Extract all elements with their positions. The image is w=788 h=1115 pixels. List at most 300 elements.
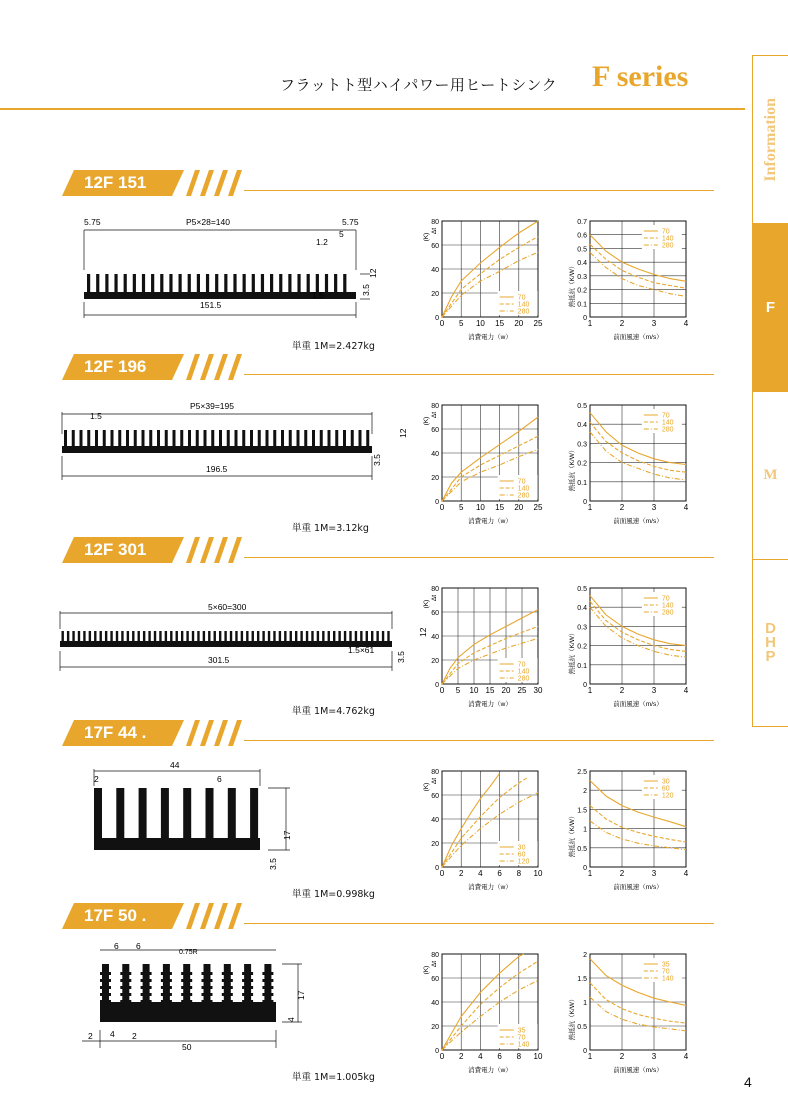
heatsink-fin <box>288 274 291 292</box>
y-tick-label: 0 <box>583 499 587 506</box>
legend-label: 70 <box>661 968 670 976</box>
heatsink-fin <box>72 631 74 641</box>
x-tick-label: 25 <box>533 319 543 328</box>
legend-label: 280 <box>517 308 530 316</box>
legend-label: 30 <box>661 778 670 786</box>
x-tick-label: 1 <box>587 686 593 695</box>
series-line-60 <box>590 806 686 842</box>
heatsink-fin <box>87 430 90 446</box>
section-12f196 <box>0 354 752 539</box>
profile-drawing <box>58 597 430 697</box>
temp-rise-chart <box>412 948 552 1078</box>
x-tick-label: 15 <box>495 503 505 512</box>
dim-label: 12 <box>398 428 408 438</box>
x-tick-label: 10 <box>475 503 485 512</box>
heatsink-fin <box>142 274 145 292</box>
x-axis-label: 消費電力（w） <box>468 884 512 891</box>
y-axis-label: Δt <box>431 227 438 235</box>
y-tick-label: 0.2 <box>577 460 587 468</box>
x-tick-label: 4 <box>683 319 689 328</box>
y-tick-label: 80 <box>431 769 439 776</box>
x-tick-label: 10 <box>533 1052 543 1061</box>
heatsink-fin <box>228 788 236 838</box>
heatsink-fin <box>279 274 282 292</box>
fin-serration <box>181 972 192 975</box>
heatsink-fin <box>206 274 209 292</box>
section-title: 17F 44 . <box>84 723 147 742</box>
section-rule <box>244 190 714 191</box>
heatsink-fin <box>134 430 137 446</box>
heatsink-fin <box>219 430 222 446</box>
heatsink-fin <box>139 788 147 838</box>
dim-label: 12 <box>418 627 428 637</box>
dim-label: 301.5 <box>208 655 230 665</box>
x-tick-label: 4 <box>683 686 689 695</box>
dim-label: 1.5 <box>312 290 324 300</box>
heatsink-fin <box>343 430 346 446</box>
profile-shape <box>82 950 302 1048</box>
dim-label: 0.75R <box>179 949 198 956</box>
heatsink-fin <box>243 274 246 292</box>
y-tick-label: 60 <box>431 976 439 983</box>
legend <box>498 291 538 316</box>
dim-label: 151.5 <box>200 300 222 310</box>
x-axis-label: 消費電力（w） <box>468 334 512 341</box>
dim-label: 1.2 <box>316 237 328 247</box>
heatsink-fin <box>219 631 221 641</box>
heatsink-fin <box>360 631 362 641</box>
legend-label: 280 <box>661 426 674 434</box>
legend <box>498 1024 538 1049</box>
dim-label: 6 <box>114 941 119 951</box>
section-title: 17F 50 . <box>84 906 147 925</box>
series-line-280 <box>590 432 686 480</box>
y-tick-label: 0 <box>435 315 439 322</box>
banner-slash <box>228 720 242 746</box>
fin-serration <box>100 979 111 982</box>
heatsink-fin <box>83 631 85 641</box>
legend-label: 70 <box>661 595 670 603</box>
banner-slash <box>200 170 214 196</box>
heatsink-fin <box>118 430 121 446</box>
heatsink-fin <box>103 430 106 446</box>
tab-dhp[interactable] <box>752 559 788 727</box>
y-tick-label: 40 <box>431 1000 439 1007</box>
y-tick-label: 20 <box>431 841 439 848</box>
x-tick-label: 2 <box>619 686 625 695</box>
x-tick-label: 2 <box>619 869 625 878</box>
section-rule <box>244 374 714 375</box>
x-tick-label: 0 <box>439 869 445 878</box>
unit-weight: 単重 1M=2.427kg <box>292 341 375 352</box>
banner-slash <box>228 170 242 196</box>
x-tick-label: 4 <box>683 503 689 512</box>
heatsink-fin <box>235 430 238 446</box>
heatsink-base <box>62 446 372 453</box>
fin-serration <box>222 986 233 989</box>
heatsink-fin <box>154 631 156 641</box>
heatsink-fin <box>176 631 178 641</box>
y-axis-unit: (K) <box>423 599 430 609</box>
heatsink-fin <box>262 631 264 641</box>
y-tick-label: 0 <box>583 865 587 872</box>
legend-label: 70 <box>661 228 670 236</box>
x-tick-label: 10 <box>469 686 479 695</box>
profile-shape <box>94 769 290 850</box>
x-tick-label: 3 <box>651 319 657 328</box>
heatsink-fin <box>335 430 338 446</box>
x-tick-label: 25 <box>517 686 527 695</box>
x-tick-label: 20 <box>514 503 524 512</box>
y-tick-label: 0.3 <box>577 273 587 281</box>
x-tick-label: 8 <box>516 869 522 878</box>
y-axis-label: Δt <box>431 411 438 419</box>
heatsink-fin <box>138 631 140 641</box>
heatsink-fin <box>281 430 284 446</box>
heatsink-fin <box>94 788 102 838</box>
banner-slash <box>214 354 228 380</box>
legend-label: 120 <box>517 858 530 866</box>
heatsink-fin <box>224 964 231 1004</box>
fin-serration <box>161 979 172 982</box>
header-divider <box>0 108 745 110</box>
y-axis-label: 熱抵抗（K/W） <box>569 812 576 858</box>
x-tick-label: 0 <box>439 503 445 512</box>
y-tick-label: 0 <box>583 682 587 689</box>
x-tick-label: 10 <box>475 319 485 328</box>
heatsink-base <box>60 641 392 647</box>
profile-drawing <box>80 760 310 885</box>
legend-label: 140 <box>517 668 530 676</box>
dim-label: 50 <box>182 1042 192 1052</box>
section-rule <box>244 740 714 741</box>
fin-serration <box>141 972 152 975</box>
heatsink-fin <box>179 274 182 292</box>
y-tick-label: 80 <box>431 403 439 410</box>
heatsink-fin <box>246 631 248 641</box>
fin-serration <box>120 979 131 982</box>
heatsink-fin <box>165 631 167 641</box>
legend-label: 280 <box>517 492 530 500</box>
banner-slash <box>200 720 214 746</box>
banner-slash <box>214 170 228 196</box>
heatsink-fin <box>64 430 67 446</box>
heatsink-fin <box>197 631 199 641</box>
x-tick-label: 2 <box>458 1052 464 1061</box>
heatsink-fin <box>160 274 163 292</box>
y-tick-label: 0 <box>583 1048 587 1055</box>
dim-label: 1.5×61 <box>348 645 375 655</box>
legend-label: 70 <box>517 478 526 486</box>
legend-label: 60 <box>661 785 670 793</box>
dim-label: 3.5 <box>361 284 371 296</box>
y-tick-label: 40 <box>431 634 439 641</box>
heatsink-fin <box>183 788 191 838</box>
heatsink-fin <box>290 631 292 641</box>
y-tick-label: 2 <box>583 952 587 959</box>
heatsink-fin <box>169 274 172 292</box>
fin-serration <box>242 972 253 975</box>
x-tick-label: 0 <box>439 319 445 328</box>
x-tick-label: 2 <box>458 869 464 878</box>
legend-label: 280 <box>661 242 674 250</box>
heatsink-fin <box>114 274 117 292</box>
heatsink-fin <box>203 631 205 641</box>
heatsink-fin <box>230 631 232 641</box>
heatsink-fin <box>102 964 109 1004</box>
heatsink-fin <box>159 631 161 641</box>
fin-serration <box>262 1000 273 1003</box>
banner-slash <box>200 537 214 563</box>
section-title: 12F 196 <box>84 357 147 376</box>
thermal-resistance-chart <box>560 582 700 712</box>
heatsink-fin <box>235 631 237 641</box>
fin-serration <box>202 979 213 982</box>
tab-dhp-label: DHP <box>765 620 776 665</box>
fin-serration <box>242 979 253 982</box>
heatsink-fin <box>111 430 114 446</box>
heatsink-fin <box>224 631 226 641</box>
y-tick-label: 0 <box>435 865 439 872</box>
y-axis-unit: (K) <box>423 416 430 426</box>
tab-information[interactable] <box>752 55 788 223</box>
tab-m[interactable] <box>752 391 788 559</box>
banner-slash <box>200 903 214 929</box>
heatsink-fin <box>376 631 378 641</box>
fin-serration <box>181 1000 192 1003</box>
tab-f[interactable] <box>752 223 788 391</box>
y-tick-label: 0.4 <box>577 422 587 430</box>
dim-label: 5×60=300 <box>208 602 247 612</box>
y-axis-label: Δt <box>431 594 438 602</box>
heatsink-fin <box>258 430 261 446</box>
dim-label: P5×39=195 <box>190 401 234 411</box>
x-tick-label: 25 <box>533 503 543 512</box>
heatsink-fin <box>333 631 335 641</box>
dim-label: 6 <box>136 941 141 951</box>
dim-label: 6 <box>217 774 222 784</box>
heatsink-fin <box>116 788 124 838</box>
fin-serration <box>161 972 172 975</box>
thermal-resistance-chart <box>560 215 700 345</box>
x-tick-label: 6 <box>497 1052 502 1061</box>
heatsink-fin <box>188 430 191 446</box>
heatsink-fin <box>355 631 357 641</box>
y-axis-unit: (K) <box>423 965 430 975</box>
heatsink-fin <box>371 631 373 641</box>
x-axis-label: 前面風速（m/s） <box>613 334 663 341</box>
heatsink-fin <box>142 430 145 446</box>
heatsink-base <box>94 838 260 850</box>
heatsink-fin <box>148 631 150 641</box>
dim-label: 17 <box>282 830 292 840</box>
heatsink-fin <box>304 430 307 446</box>
y-tick-label: 20 <box>431 658 439 665</box>
heatsink-fin <box>273 430 276 446</box>
y-tick-label: 40 <box>431 817 439 824</box>
heatsink-fin <box>181 631 183 641</box>
series-title: F series <box>592 60 689 93</box>
fin-serration <box>222 972 233 975</box>
x-tick-label: 4 <box>478 869 483 878</box>
heatsink-fin <box>211 430 214 446</box>
heatsink-fin <box>95 430 98 446</box>
legend <box>498 658 538 683</box>
dim-label: 2 <box>88 1031 93 1041</box>
heatsink-fin <box>289 430 292 446</box>
profile-drawing <box>60 210 400 330</box>
legend <box>642 225 682 250</box>
x-tick-label: 8 <box>516 1052 522 1061</box>
legend-label: 70 <box>661 412 670 420</box>
heatsink-fin <box>124 274 127 292</box>
heatsink-fin <box>215 274 218 292</box>
heatsink-fin <box>132 631 134 641</box>
heatsink-fin <box>80 430 83 446</box>
y-tick-label: 60 <box>431 243 439 250</box>
dim-label: 3.5 <box>396 651 406 663</box>
heatsink-fin <box>284 631 286 641</box>
legend <box>642 592 682 617</box>
x-tick-label: 0 <box>439 1052 445 1061</box>
legend <box>498 841 538 866</box>
heatsink-fin <box>325 274 328 292</box>
y-tick-label: 0.5 <box>577 246 587 254</box>
y-tick-label: 20 <box>431 475 439 482</box>
banner-slash <box>186 354 200 380</box>
heatsink-fin <box>78 631 80 641</box>
y-tick-label: 1 <box>583 1000 587 1007</box>
dim-label: 5.75 <box>342 217 359 227</box>
legend-label: 70 <box>517 1034 526 1042</box>
heatsink-fin <box>242 430 245 446</box>
dim-label: 3.5 <box>268 858 278 870</box>
section-rule <box>244 557 714 558</box>
heatsink-fin <box>387 631 389 641</box>
dim-label: 1.5 <box>90 411 102 421</box>
y-tick-label: 2 <box>583 788 587 796</box>
x-tick-label: 1 <box>587 1052 593 1061</box>
unit-weight: 単重 1M=1.005kg <box>292 1072 375 1083</box>
heatsink-fin <box>186 631 188 641</box>
heatsink-fin <box>170 631 172 641</box>
legend-label: 35 <box>661 961 670 969</box>
x-tick-label: 3 <box>651 686 657 695</box>
heatsink-fin <box>328 631 330 641</box>
x-tick-label: 30 <box>533 686 543 695</box>
banner-slash <box>186 537 200 563</box>
y-tick-label: 80 <box>431 219 439 226</box>
heatsink-fin <box>208 631 210 641</box>
temp-rise-chart <box>412 399 552 529</box>
profile-drawing <box>82 938 322 1068</box>
y-tick-label: 80 <box>431 952 439 959</box>
profile-drawing <box>60 394 410 514</box>
heatsink-fin <box>180 430 183 446</box>
banner-slash <box>214 537 228 563</box>
fin-serration <box>120 986 131 989</box>
y-tick-label: 0.5 <box>577 1024 587 1031</box>
heatsink-fin <box>122 964 129 1004</box>
y-axis-label: Δt <box>431 960 438 968</box>
heatsink-fin <box>165 430 168 446</box>
heatsink-fin <box>214 631 216 641</box>
legend-label: 140 <box>661 235 674 243</box>
heatsink-fin <box>344 631 346 641</box>
heatsink-fin <box>252 274 255 292</box>
legend-label: 30 <box>517 844 526 852</box>
legend-label: 140 <box>661 975 674 983</box>
legend-label: 120 <box>661 792 674 800</box>
y-tick-label: 0 <box>435 682 439 689</box>
x-tick-label: 5 <box>455 686 461 695</box>
banner-slash <box>228 537 242 563</box>
heatsink-fin <box>317 631 319 641</box>
heatsink-fin <box>250 788 258 838</box>
banner-slash <box>214 903 228 929</box>
series-line-140 <box>590 244 686 288</box>
temp-rise-chart <box>412 765 552 895</box>
heatsink-fin <box>143 964 150 1004</box>
x-tick-label: 3 <box>651 1052 657 1061</box>
section-rule <box>244 923 714 924</box>
section-title: 12F 151 <box>84 173 147 192</box>
legend-label: 70 <box>517 294 526 302</box>
fin-serration <box>120 972 131 975</box>
heatsink-fin <box>343 274 346 292</box>
heatsink-fin <box>127 631 129 641</box>
heatsink-fin <box>116 631 118 641</box>
heatsink-fin <box>252 631 254 641</box>
heatsink-fin <box>183 964 190 1004</box>
x-tick-label: 2 <box>619 503 625 512</box>
y-tick-label: 0 <box>435 1048 439 1055</box>
dim-label: 4 <box>286 1017 296 1022</box>
heatsink-fin <box>297 274 300 292</box>
legend-label: 70 <box>517 661 526 669</box>
heatsink-fin <box>110 631 112 641</box>
legend-label: 140 <box>517 485 530 493</box>
fin-serration <box>202 972 213 975</box>
y-tick-label: 0.1 <box>577 301 587 309</box>
heatsink-fin <box>334 274 337 292</box>
temp-rise-chart <box>412 582 552 712</box>
heatsink-fin <box>87 274 90 292</box>
series-line-70 <box>590 983 686 1023</box>
tab-f-label: F <box>765 299 776 316</box>
heatsink-fin <box>320 430 323 446</box>
fin-serration <box>222 1000 233 1003</box>
page-title: フラットト型ハイパワー用ヒートシンク <box>280 76 558 94</box>
y-tick-label: 40 <box>431 451 439 458</box>
y-tick-label: 40 <box>431 267 439 274</box>
fin-serration <box>242 1000 253 1003</box>
dim-label: 4 <box>110 1029 115 1039</box>
heatsink-fin <box>359 430 362 446</box>
y-axis-label: 熱抵抗（K/W） <box>569 995 576 1041</box>
legend-label: 60 <box>517 851 526 859</box>
y-tick-label: 1.5 <box>577 807 587 815</box>
fin-serration <box>262 979 273 982</box>
heatsink-fin <box>105 631 107 641</box>
x-tick-label: 0 <box>439 686 445 695</box>
fin-serration <box>242 993 253 996</box>
heatsink-fin <box>204 964 211 1004</box>
x-axis-label: 消費電力（w） <box>468 1067 512 1074</box>
fin-serration <box>141 1000 152 1003</box>
section-17f44 <box>0 720 752 905</box>
heatsink-fin <box>196 430 199 446</box>
